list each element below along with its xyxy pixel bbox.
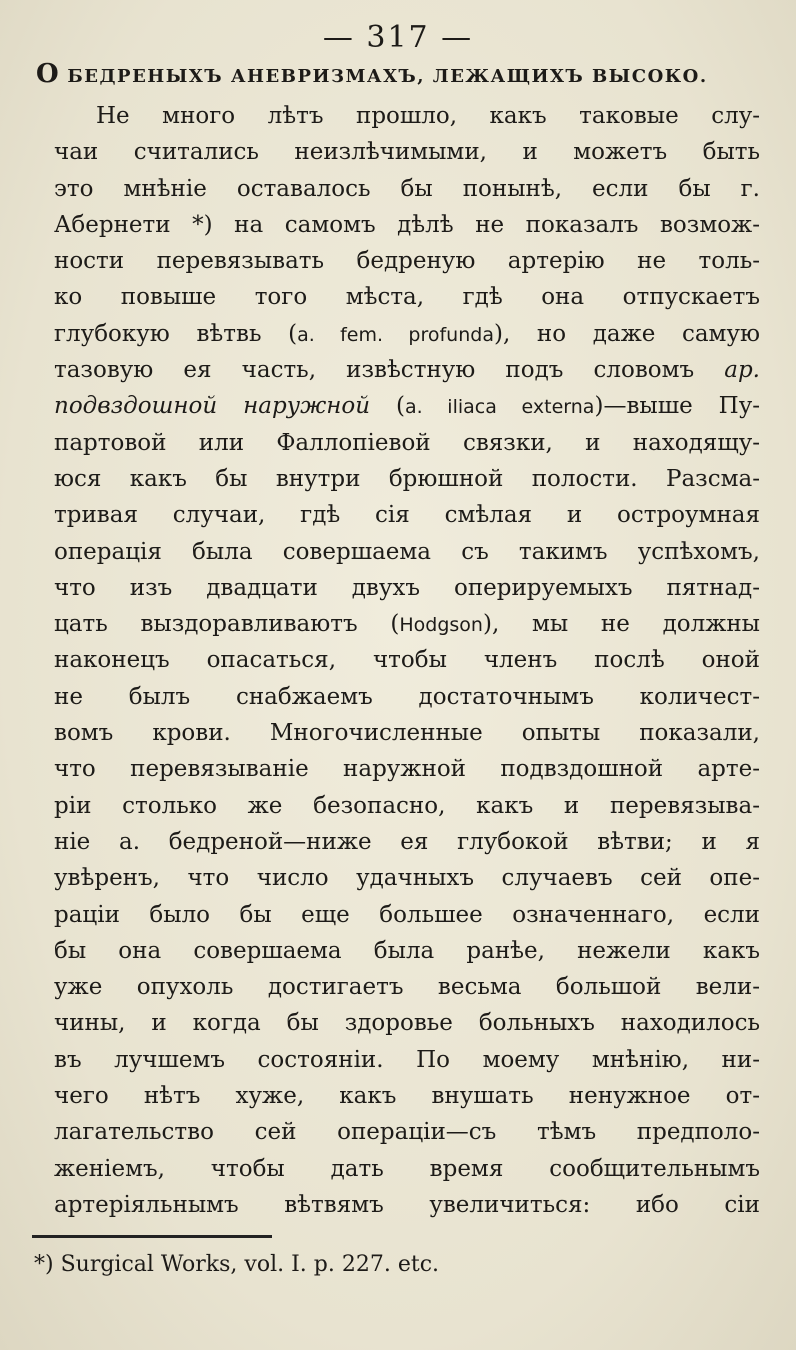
- text-line: [54, 1005, 760, 1041]
- text-line: [54, 751, 760, 787]
- text-line: [54, 388, 760, 424]
- text-line: [54, 1187, 760, 1223]
- text-line: [54, 570, 760, 606]
- text-line: [54, 461, 760, 497]
- text-run: артеріяльнымъ вѣтвямъ увеличиться: ибо сіи: [54, 1191, 760, 1218]
- text-line: [54, 497, 760, 533]
- heading-initial: О: [36, 59, 60, 89]
- text-line: [54, 352, 760, 388]
- text-run: операція была совершаема съ такимъ успѣхомъ,: [54, 538, 760, 565]
- text-run: женіемъ, чтобы дать время сообщительнымъ: [54, 1155, 760, 1182]
- text-run: ко повыше того мѣста, гдѣ она отпускаетъ: [54, 284, 760, 311]
- text-line: [54, 134, 760, 170]
- text-run: бы она совершаема была ранѣе, нежели какъ: [54, 937, 760, 964]
- text-run: не былъ снабжаемъ достаточнымъ количест-: [54, 683, 760, 710]
- text-run: чины, и когда бы здоровье больныхъ находилось: [54, 1010, 760, 1037]
- text-line: [54, 425, 760, 461]
- footnote: *) Surgical Works, vol. I. p. 227. etc.: [34, 1252, 440, 1277]
- text-line: [54, 969, 760, 1005]
- text-run: (: [370, 393, 405, 420]
- text-line: [54, 1078, 760, 1114]
- text-run: наконецъ опасаться, чтобы членъ послѣ оной: [54, 647, 760, 674]
- text-line: [54, 715, 760, 751]
- text-line: [54, 98, 760, 134]
- text-run: раціи было бы еще большее означеннаго, если: [54, 901, 760, 928]
- heading-text: БЕДРЕНЫХЪ АНЕВРИЗМАХЪ, ЛЕЖАЩИХЪ ВЫСОКО.: [59, 66, 708, 87]
- text-run: ности перевязывать бедреную артерію не толь-: [54, 248, 760, 275]
- text-run: чего нѣтъ хуже, какъ внушать ненужное от-: [54, 1083, 760, 1110]
- text-run: )—выше Пу-: [594, 393, 760, 420]
- text-run: это мнѣніе оставалось бы понынѣ, если бы г.: [54, 175, 760, 202]
- text-line: [54, 933, 760, 969]
- text-run: что изъ двадцати двухъ оперируемыхъ пятнад-: [54, 574, 760, 601]
- text-line: [54, 316, 760, 352]
- text-line: [54, 1114, 760, 1150]
- latin-term: a. fem. profunda: [297, 323, 494, 346]
- text-line: [54, 679, 760, 715]
- footnote-divider: [32, 1235, 272, 1238]
- text-run: вомъ крови. Многочисленные опыты показали,: [54, 720, 760, 747]
- text-line: [54, 1151, 760, 1187]
- latin-term: a. iliaca externa: [404, 396, 595, 419]
- text-line: [54, 207, 760, 243]
- text-run: тривая случаи, гдѣ сія смѣлая и остроумная: [54, 502, 760, 529]
- text-line: [54, 243, 760, 279]
- text-run: юся какъ бы внутри брюшной полости. Разсма-: [54, 465, 760, 492]
- section-heading: [36, 56, 760, 95]
- text-line: [54, 1042, 760, 1078]
- text-line: [54, 860, 760, 896]
- text-line: [54, 171, 760, 207]
- text-line: [54, 897, 760, 933]
- text-run: Абернети *) на самомъ дѣлѣ не показалъ возмож-: [54, 211, 760, 238]
- text-run: лагательство сей операціи—съ тѣмъ предполо-: [54, 1119, 760, 1146]
- italic-term: ар.: [724, 357, 760, 384]
- text-run: глубокую вѣтвь (: [54, 320, 298, 347]
- text-line: [54, 534, 760, 570]
- text-run: Не много лѣтъ прошло, какъ таковые слу-: [96, 103, 760, 129]
- latin-term: Hodgson: [399, 614, 483, 637]
- text-line: [54, 606, 760, 642]
- text-run: цать выздоравливаютъ (: [54, 611, 400, 638]
- page-number: — 317 —: [322, 20, 474, 55]
- text-run: партовой или Фаллопіевой связки, и находящу-: [54, 429, 760, 456]
- text-run: ріи столько же безопасно, какъ и перевязыва-: [54, 792, 760, 819]
- text-run: ніе а. бедреной—ниже ея глубокой вѣтви; и я: [54, 828, 760, 855]
- text-run: въ лучшемъ состояніи. По моему мнѣнію, ни-: [54, 1046, 760, 1073]
- text-run: тазовую ея часть, извѣстную подъ словомъ: [54, 357, 725, 384]
- text-line: [54, 279, 760, 315]
- text-line: [54, 788, 760, 824]
- text-line: [54, 642, 760, 678]
- text-run: что перевязываніе наружной подвздошной арте-: [54, 756, 760, 783]
- text-run: чаи считались неизлѣчимыми, и можетъ быть: [54, 139, 760, 166]
- text-run: ), мы не должны: [482, 611, 760, 638]
- text-line: [54, 824, 760, 860]
- text-run: ), но даже самую: [493, 320, 761, 347]
- text-run: увѣренъ, что число удачныхъ случаевъ сей опе-: [54, 865, 760, 892]
- text-run: уже опухоль достигаетъ весьма большой вели-: [54, 974, 760, 1001]
- body-paragraph: [54, 98, 760, 1223]
- italic-term: подвздошной наружной: [54, 393, 371, 420]
